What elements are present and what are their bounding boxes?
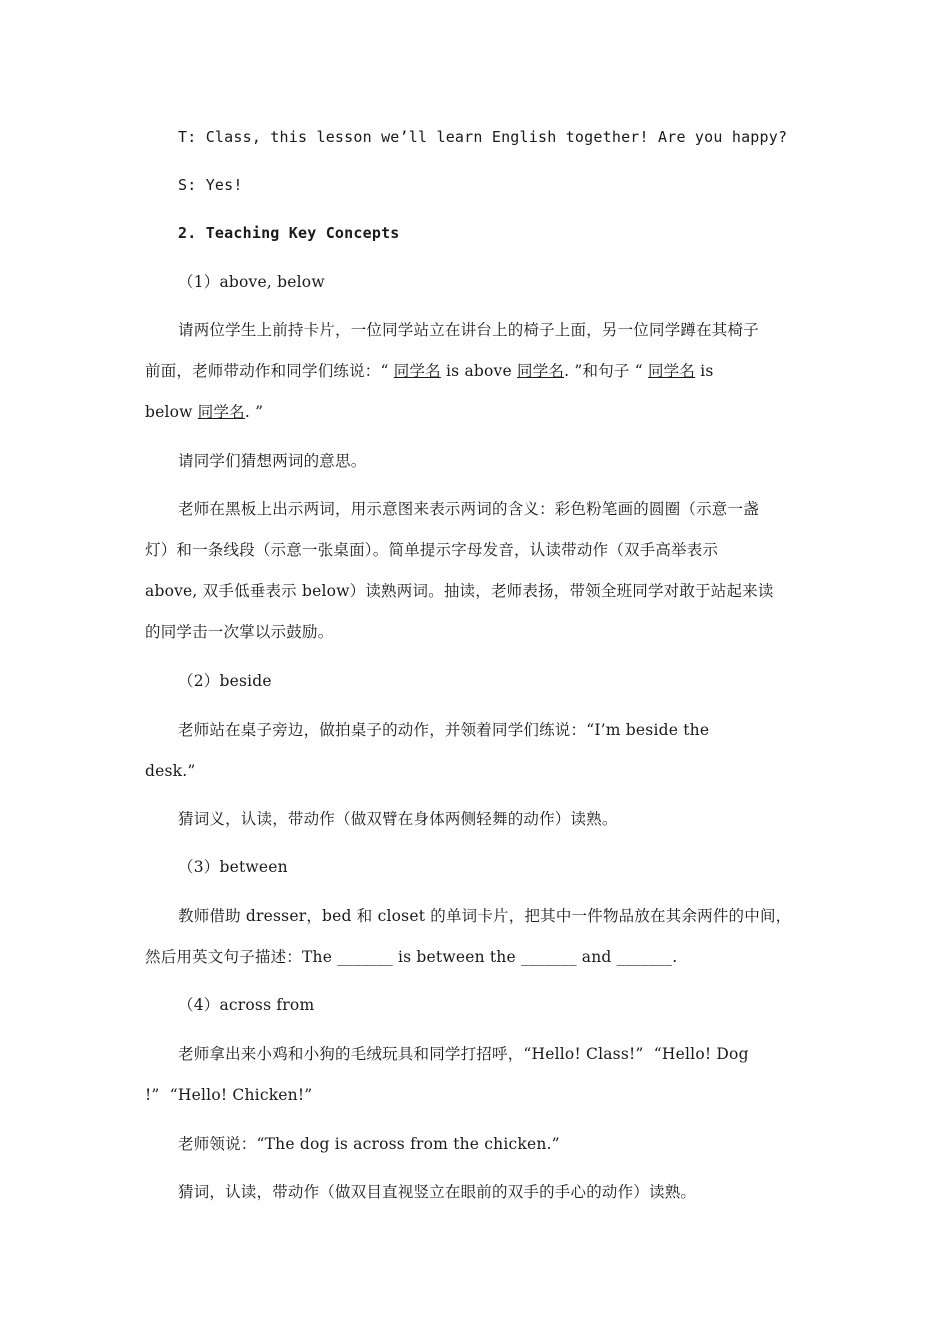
text-segment: below <box>145 403 198 421</box>
item4-paragraph1-line2: !” “Hello! Chicken!” <box>145 1086 313 1104</box>
item4-paragraph3: 猜词，认读，带动作（做双目直视竖立在眼前的双手的手心的动作）读熟。 <box>178 1183 697 1201</box>
item4-paragraph1-line1: 老师拿出来小鸡和小狗的毛绒玩具和同学打招呼，“Hello! Class!” “Hello! Dog <box>178 1045 749 1063</box>
item1-paragraph3-line1: 老师在黑板上出示两词，用示意图来表示两词的含义：彩色粉笔画的圆圈（示意一盏 <box>178 500 759 518</box>
underlined-placeholder: 同学名 <box>647 362 696 380</box>
text-segment: is above <box>440 362 517 380</box>
item1-paragraph1-line1: 请两位学生上前持卡片，一位同学站立在讲台上的椅子上面，另一位同学蹲在其椅子 <box>178 321 759 339</box>
teacher-dialogue-line: T: Class, this lesson we’ll learn English together! Are you happy? <box>178 128 788 146</box>
item3-title: （3）between <box>178 858 288 876</box>
student-dialogue-line: S: Yes! <box>178 176 243 194</box>
section-heading: 2. Teaching Key Concepts <box>178 224 400 242</box>
item1-paragraph1-line2 <box>145 360 714 382</box>
item1-paragraph3-line4: 的同学击一次掌以示鼓励。 <box>145 623 334 641</box>
item3-paragraph1-line2: 然后用英文句子描述：The _______ is between the _______ and _______. <box>145 948 678 966</box>
underlined-placeholder: 同学名 <box>517 362 565 380</box>
item1-paragraph1-line3 <box>145 401 263 423</box>
item1-paragraph3-line2: 灯）和一条线段（示意一张桌面）。简单提示字母发音，认读带动作（双手高举表示 <box>145 541 719 559</box>
item2-paragraph1-line2: desk.” <box>145 762 196 780</box>
item2-title: （2）beside <box>178 672 272 690</box>
underlined-placeholder: 同学名 <box>197 403 245 421</box>
item4-paragraph2: 老师领说：“The dog is across from the chicken.” <box>178 1135 560 1153</box>
item2-paragraph2: 猜词义，认读，带动作（做双臂在身体两侧轻舞的动作）读熟。 <box>178 810 618 828</box>
item1-paragraph2: 请同学们猜想两词的意思。 <box>178 452 367 470</box>
text-segment: . ”和句子 “ <box>564 362 648 380</box>
item1-title: （1）above, below <box>178 273 325 291</box>
text-segment: . ” <box>244 403 264 421</box>
text-segment: is <box>695 362 714 380</box>
text-segment: 前面，老师带动作和同学们练说：“ <box>145 362 394 380</box>
item2-paragraph1-line1: 老师站在桌子旁边，做拍桌子的动作，并领着同学们练说：“I’m beside the <box>178 721 710 739</box>
item3-paragraph1-line1: 教师借助 dresser，bed 和 closet 的单词卡片，把其中一件物品放在其余两件的中间， <box>178 907 792 925</box>
item1-paragraph3-line3: above, 双手低垂表示 below）读熟两词。抽读，老师表扬，带领全班同学对敢于站起来读 <box>145 582 774 600</box>
item4-title: （4）across from <box>178 996 315 1014</box>
underlined-placeholder: 同学名 <box>393 362 441 380</box>
